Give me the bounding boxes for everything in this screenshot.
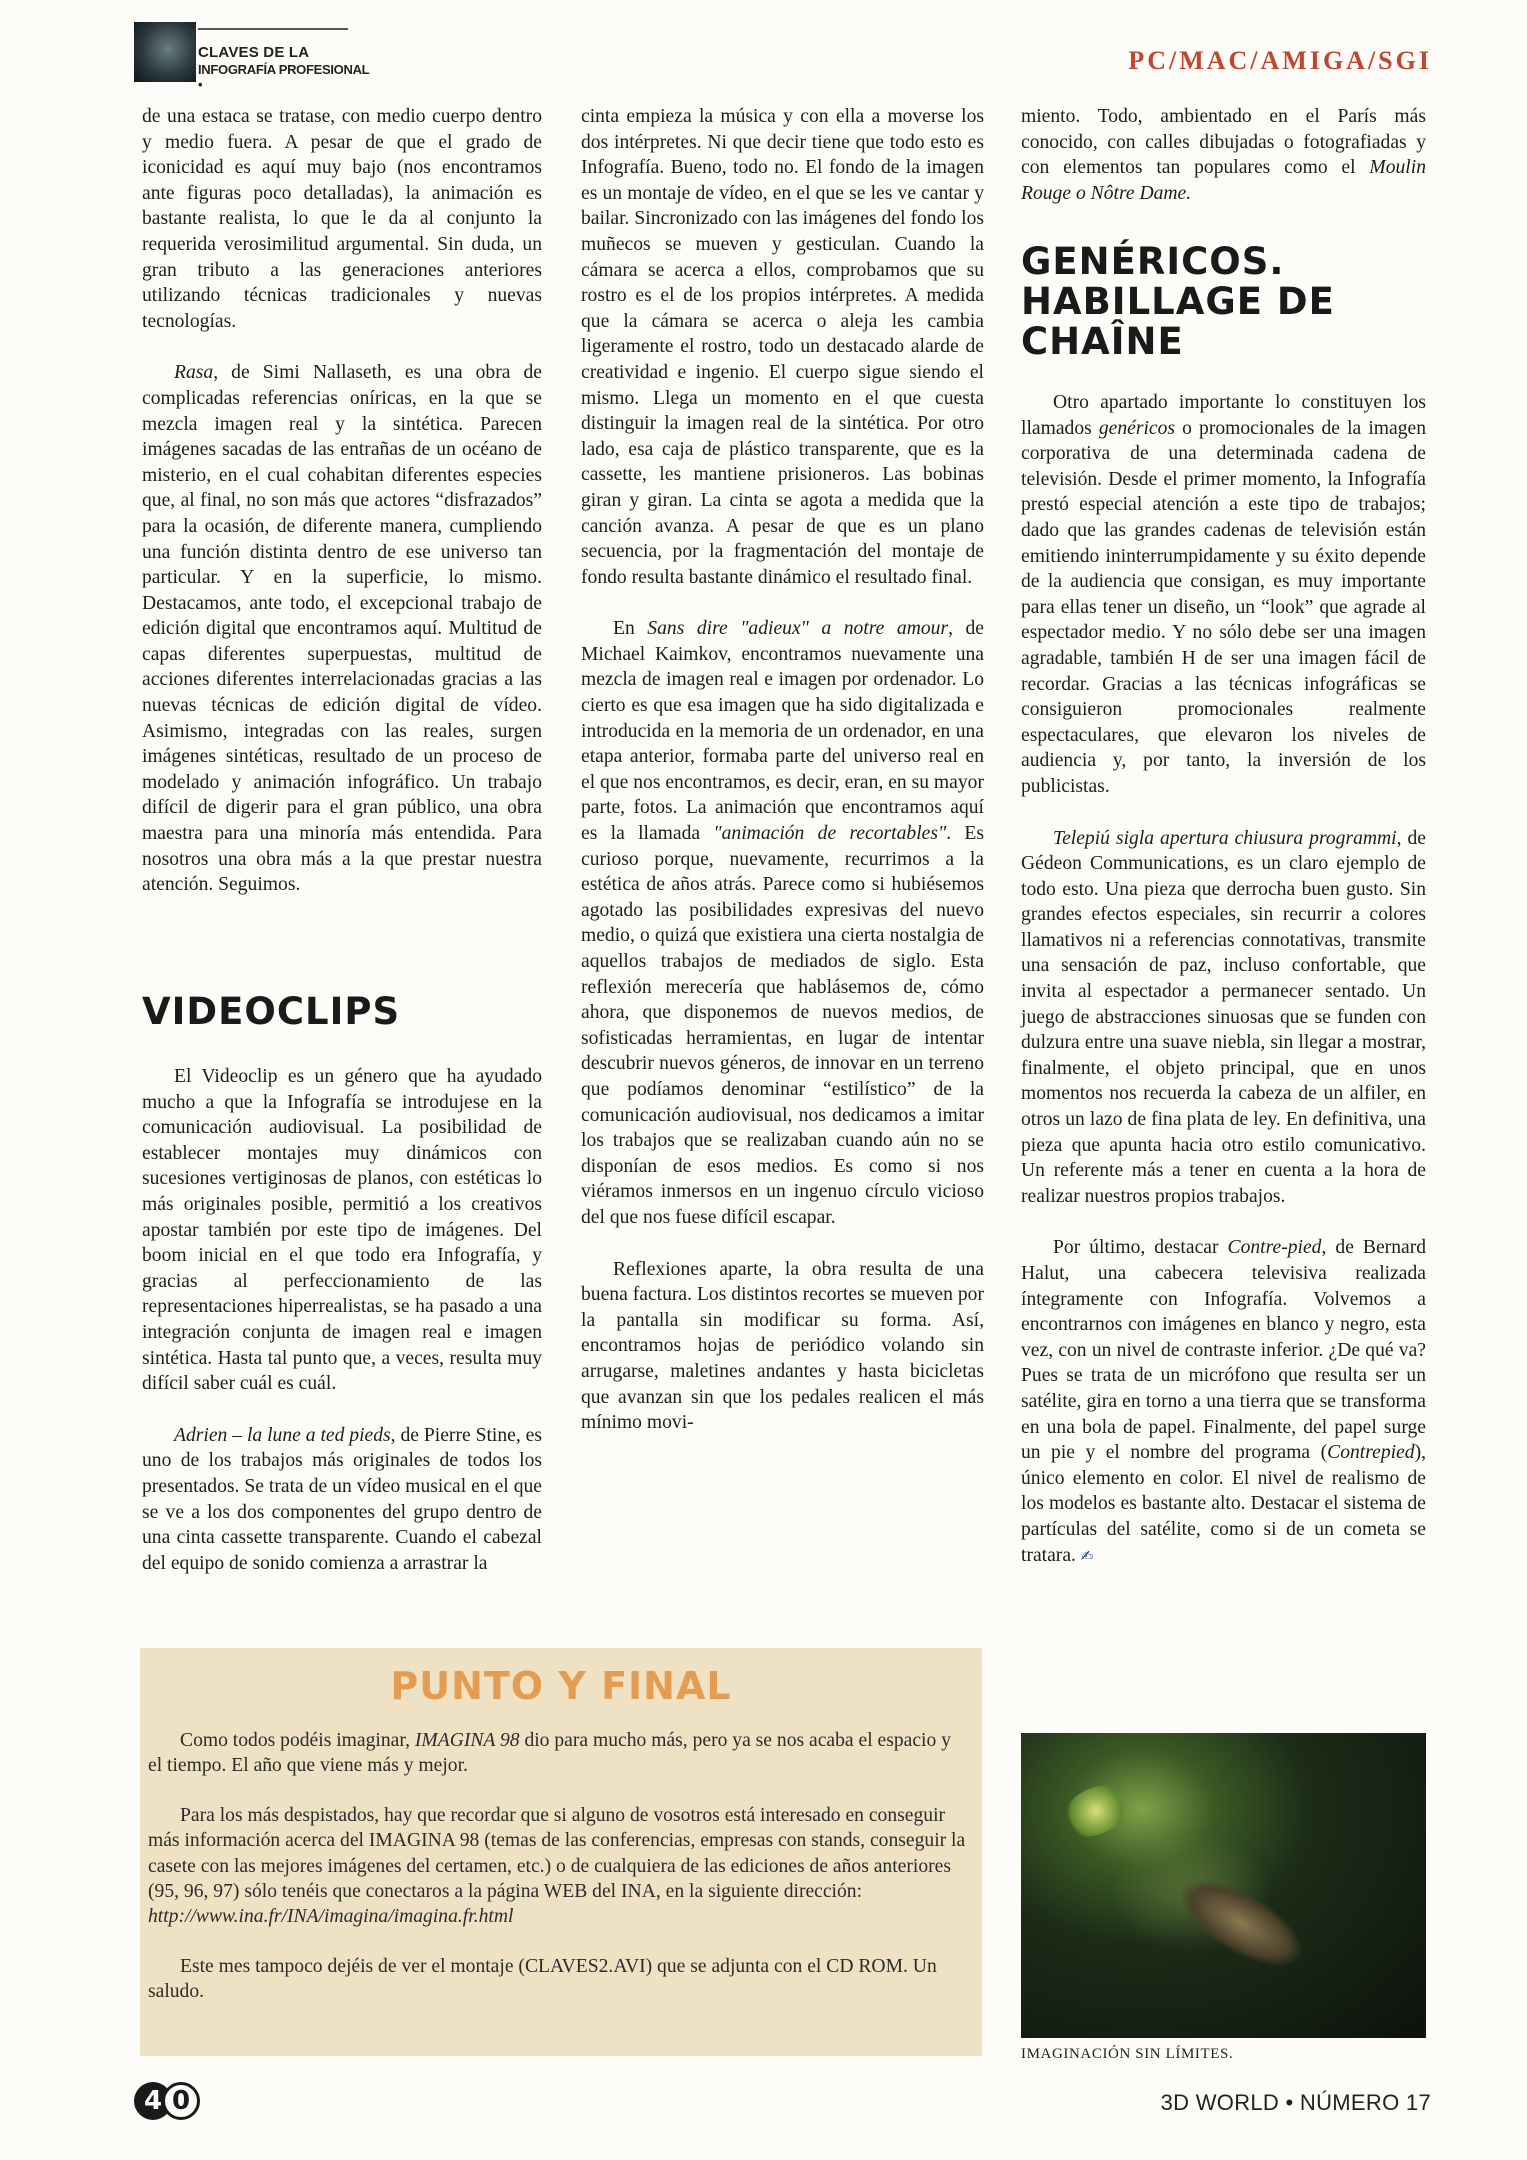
logo-line2: INFOGRAFÍA PROFESIONAL • (198, 62, 370, 92)
paragraph: cinta empieza la música y con ella a moverse los dos intérpretes. Ni que decir tiene que todo esto es Infografía. Bueno, todo no. El fondo de la imagen es un montaje de vídeo, en el que se les ve cantar y bailar. Sincronizado con las imágenes del fondo los muñecos se mueven y gesticulan. Cuando la cámara se acerca a ellos, comprobamos que su rostro es el de los propios intérpretes. A medida que la cámara se acerca o aleja les cambia ligeramente el rostro, todo un destacado alarde de creatividad e ingenio. El cuerpo sigue siendo el mismo. Llega un momento en el que cuesta distinguir la imagen real de la sintética. Por otro lado, esa caja de plástico transparente, que es la cassette, les mantiene prisioneros. Las bobinas giran y giran. La cinta se agota a medida que la canción avanza. A pesar de que es un plano secuencia, por la fragmentación del montaje de fondo resulta bastante dinámico el resultado final. (581, 106, 984, 588)
paragraph: Por último, destacar Contre-pied, de Bernard Halut, una cabecera televisiva realizada íntegramente con Infografía. Volvemos a encontrarnos con imágenes en blanco y negro, esta vez, con un nivel de contraste inferior. ¿De qué va? Pues se trata de un micrófono que resulta ser un satélite, gira en torno a una tierra que se transforma en una bola de papel. Finalmente, del papel surge un pie y el nombre del programa (Contrepied), único elemento en color. El nivel de realismo de los modelos es bastante alto. Destacar el sistema de partículas del satélite, como si de un cometa se tratara. ✍ (1021, 1237, 1427, 1566)
photo-caption: IMAGINACIÓN SIN LÍMITES. (1021, 2046, 1234, 2062)
logo-image (134, 22, 196, 82)
paragraph: Telepiú sigla apertura chiusura programmi, de Gédeon Communications, es un claro ejemplo de todo esto. Una pieza que derrocha buen gusto. Sin grandes efectos especiales, sin recurrir a colores llamativos ni a referencias connotativas, transmite una sensación de paz, incluso confortable, que invita al espectador a permanecer sentado. Un juego de abstracciones sinuosas que se funden con dulzura entre una suave niebla, sin llegar a mostrar, finalmente, el objeto principal, que en unos momentos nos recuerda la cabeza de un alfiler, en otros un lazo de fina plata de ley. En definitiva, una pieza que apunta hacia otro estilo comunicativo. Un referente más a tener en cuenta a la hora de realizar nuestros propios trabajos. (1021, 827, 1426, 1207)
column-3 (1021, 104, 1426, 206)
box-title: PUNTO Y FINAL (390, 1664, 732, 1708)
paragraph: Rasa, de Simi Nallaseth, es una obra de complicadas referencias oníricas, en la que se mezcla imagen real y la sintética. Parecen imágenes sacadas de las entrañas de un océano de misterio, en el cual cohabitan diferentes especies que, al final, no son más que actores “disfrazados” para la ocasión, de diferente manera, cumpliendo una función distinta dentro de ese universo tan particular. Y en la superficie, lo mismo. Destacamos, ante todo, el excepcional trabajo de edición digital que encontramos aquí. Multitud de capas diferentes superpuestas, multitud de acciones diferentes interrelacionadas gracias a las nuevas técnicas de edición digital de vídeo. Asimismo, integradas con las reales, surgen imágenes sintéticas, resultado de un proceso de modelado y animación infográfico. Un trabajo difícil de digerir para el gran público, una obra maestra para una minoría más entendida. Para nosotros una obra más a la que prestar nuestra atención. Seguimos. (142, 362, 542, 896)
sidebar-box-punto-y-final (140, 1648, 982, 2056)
work-title: Rasa (174, 362, 214, 384)
section-heading-genericos: GENÉRICOS. HABILLAGE DE CHAÎNE (1021, 240, 1335, 363)
platforms-header: PC/MAC/AMIGA/SGI (1128, 46, 1432, 75)
paragraph: miento. Todo, ambientado en el París más conocido, con calles dibujadas o fotografiadas y con elementos tan populares como el Moulin Rouge o Nôtre Dame. (1021, 106, 1426, 204)
work-title: Telepiú sigla apertura chiusura programmi (1053, 827, 1397, 849)
paragraph: En Sans dire "adieux" a notre amour, de Michael Kaimkov, encontramos nuevamente una mezcla de imagen real e imagen por ordenador. Lo cierto es que esa imagen que ha sido digitalizada e introducida en la memoria de un ordenador, en una etapa anterior, formaba parte del universo real en el que nos encontramos, es decir, eran, en su mayor parte, fotos. La animación que encontramos aquí es la llamada "animación de recortables". Es curioso porque, nuevamente, recurrimos a la estética de años atrás. Parece como si hubiésemos agotado las posibilidades expresivas del nuevo medio, o quizá que existiera una cierta nostalgia de aquellos trabajos de mediados de siglo. Esta reflexión merecería que hablásemos de, cómo ahora, que disponemos de nuevos medios, de sofisticadas herramientas, en lugar de intentar descubrir nuevos géneros, de innovar en un terreno que podíamos denominar “estilístico” de la comunicación audiovisual, nos dedicamos a imitar los trabajos que se realizaban cuando aún no se disponían de esos medios. Es como si nos viéramos inmersos en un ingenuo círculo vicioso del que nos fuese difícil escapar. (581, 618, 984, 1228)
paragraph: Adrien – la lune a ted pieds, de Pierre Stine, es uno de los trabajos más originales de todos los presentados. Se trata de un vídeo musical en el que se ve a los dos componentes del grupo dentro de una cinta cassette transparente. Cuando el cabezal del equipo de sonido comienza a arrastrar la (142, 1424, 542, 1574)
paragraph: Otro apartado importante lo constituyen los llamados genéricos o promocionales de la imagen corporativa de una determinada cadena de televisión. Desde el primer momento, la Infografía prestó especial atención a este tipo de trabajos; dado que las grandes cadenas de televisión están emitiendo ininterrumpidamente y su éxito depende de la audiencia que consigan, es muy importante para ellas tener un diseño, un “look” que agrade al espectador medio. Y no sólo debe ser una imagen agradable, también H de ser una imagen fácil de recordar. Gracias a las técnicas infográficas se consiguieron promocionales realmente espectaculares, que elevaron los niveles de audiencia y, por tanto, la inversión de los publicistas. (1021, 392, 1426, 797)
column-2 (581, 104, 984, 1436)
article-photo (1021, 1733, 1426, 2038)
paragraph: Reflexiones aparte, la obra resulta de una buena factura. Los distintos recortes se mueven por la pantalla sin modificar su forma. Así, encontramos hojas de periódico volando sin arrugarse, maletines andantes y hasta bicicletas que avanzan sin que los pedales realicen el más mínimo movi- (581, 1258, 984, 1434)
logo-rule (198, 28, 348, 30)
web-address: http://www.ina.fr/INA/imagina/imagina.fr.html (148, 1906, 514, 1928)
page-number: 4 0 (134, 2078, 206, 2122)
box-text (148, 1728, 968, 2005)
section-heading-videoclips: VIDEOCLIPS (142, 990, 401, 1033)
magazine-footer: 3D WORLD • NÚMERO 17 (1160, 2090, 1431, 2115)
logo-line1: CLAVES DE LA (198, 44, 310, 61)
paragraph: Para los más despistados, hay que recordar que si alguno de vosotros está interesado en conseguir más información acerca del IMAGINA 98 (temas de las conferencias, empresas con stands, conseguir la casete con las mejores imágenes del certamen, etc.) o de cualquiera de las ediciones de años anteriores (95, 96, 97) sólo tenéis que conectaros a la página WEB del INA, en la siguiente dirección: http://www.ina.fr/INA/imagina/imagina.fr.html (148, 1804, 966, 1928)
paragraph: de una estaca se tratase, con medio cuerpo dentro y medio fuera. A pesar de que el grado de iconicidad es aquí muy bajo (nos encontramos ante figuras poco detalladas), la animación es bastante realista, lo que le da al conjunto la requerida verosimilitud argumental. Sin duda, un gran tributo a las generaciones anteriores utilizando técnicas tradicionales y nuevas tecnologías. (142, 106, 542, 332)
section-logo (134, 22, 374, 92)
work-title: Adrien – la lune a ted pieds (174, 1424, 391, 1446)
column-1-lower (142, 1064, 542, 1576)
column-3-lower (1021, 390, 1426, 1569)
paragraph: Este mes tampoco dejéis de ver el montaje (CLAVES2.AVI) que se adjunta con el CD ROM. Un saludo. (148, 1955, 937, 2003)
end-mark-icon: ✍ (1080, 1546, 1094, 1565)
work-title: Sans dire "adieux" a notre amour (647, 618, 949, 640)
column-1 (142, 104, 542, 898)
paragraph: Como todos podéis imaginar, IMAGINA 98 dio para mucho más, pero ya se nos acaba el espacio y el tiempo. El año que viene más y mejor. (148, 1730, 951, 1777)
paragraph: El Videoclip es un género que ha ayudado mucho a que la Infografía se introdujese en la comunicación audiovisual. La posibilidad de establecer montajes muy dinámicos con sucesiones vertiginosas de planos, con estéticas lo más originales posible, permitió a los creativos apostar también por este tipo de imágenes. Del boom inicial en el que todo era Infografía, y gracias al perfeccionamiento de las representaciones hiperrealistas, se ha pasado a una integración conjunta de imagen real e imagen sintética. Hasta tal punto que, a veces, resulta muy difícil saber cuál es cuál. (142, 1066, 542, 1395)
